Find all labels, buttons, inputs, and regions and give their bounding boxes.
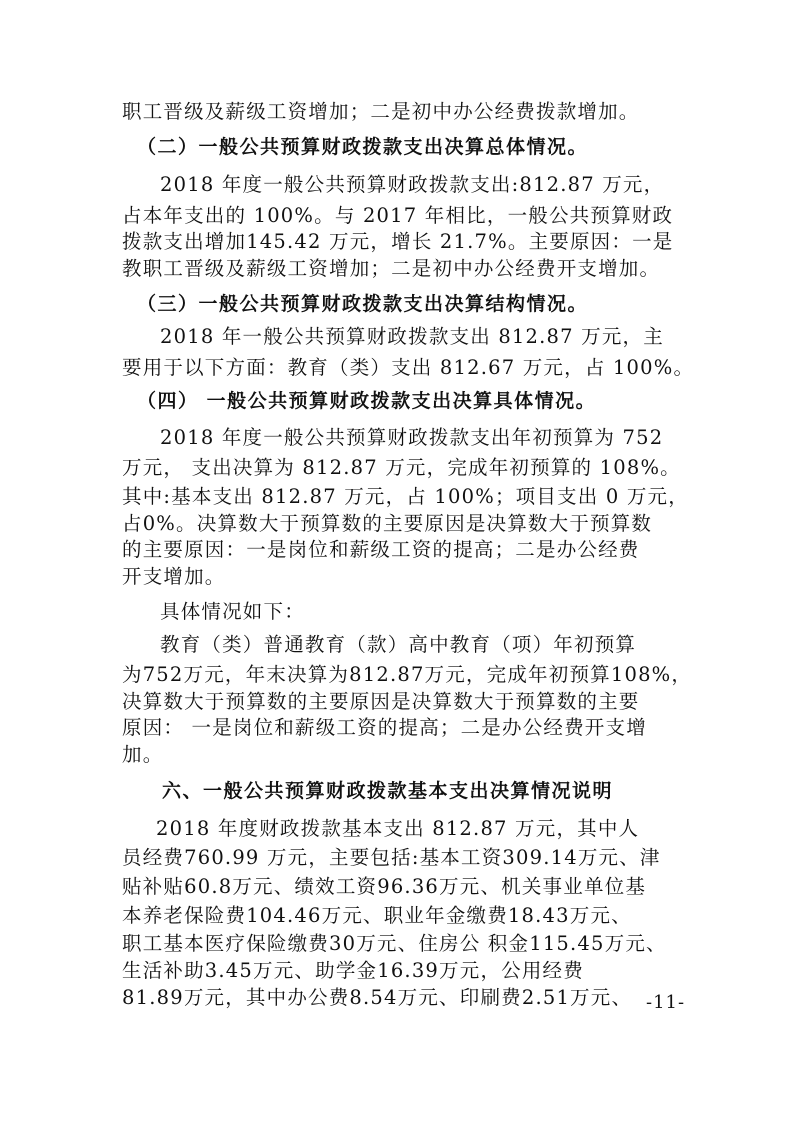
body-line: 81.89万元，其中办公费8.54万元、印刷费2.51万元、 bbox=[122, 986, 633, 1009]
body-line: 员经费760.99 万元，主要包括:基本工资309.14万元、津 bbox=[122, 846, 661, 869]
body-line: 拨款支出增加145.42 万元，增长 21.7%。主要原因：一是 bbox=[122, 230, 674, 253]
body-line: 生活补助3.45万元、助学金16.39万元，公用经费 bbox=[122, 959, 584, 982]
body-line: 为752万元，年末决算为812.87万元，完成年初预算108%， bbox=[122, 663, 693, 686]
body-line: 要用于以下方面：教育（类）支出 812.67 万元，占 100%。 bbox=[122, 356, 695, 379]
body-line: 贴补贴60.8万元、绩效工资96.36万元、机关事业单位基 bbox=[122, 875, 647, 898]
body-line: 加。 bbox=[122, 743, 164, 766]
body-line: 教职工晋级及薪级工资增加；二是初中办公经费开支增加。 bbox=[122, 257, 661, 280]
body-line: 教育（类）普通教育（款）高中教育（项）年初预算 bbox=[160, 633, 637, 656]
section-heading: （二）一般公共预算财政拨款支出决算总体情况。 bbox=[137, 136, 589, 158]
body-line: 职工基本医疗保险缴费30万元、住房公 积金115.45万元、 bbox=[122, 932, 667, 955]
body-line: 万元， 支出决算为 812.87 万元，完成年初预算的 108%。 bbox=[122, 456, 681, 479]
body-line: 2018 年一般公共预算财政拨款支出 812.87 万元，主 bbox=[160, 325, 664, 348]
body-line: 占0%。决算数大于预算数的主要原因是决算数大于预算数 bbox=[122, 512, 653, 535]
section-heading: （三）一般公共预算财政拨款支出决算结构情况。 bbox=[137, 293, 589, 315]
body-line: 具体情况如下： bbox=[160, 600, 305, 623]
body-line: 决算数大于预算数的主要原因是决算数大于预算数的主要 bbox=[122, 690, 640, 713]
body-line: 原因： 一是岗位和薪级工资的提高；二是办公经费开支增 bbox=[122, 716, 647, 739]
body-line: 职工晋级及薪级工资增加；二是初中办公经费拨款增加。 bbox=[122, 100, 640, 123]
body-line: 2018 年度一般公共预算财政拨款支出:812.87 万元， bbox=[160, 173, 665, 196]
body-line: 的主要原因：一是岗位和薪级工资的提高；二是办公经费 bbox=[122, 538, 640, 561]
body-line: 其中:基本支出 812.87 万元，占 100%；项目支出 0 万元， bbox=[122, 485, 689, 508]
body-line: 开支增加。 bbox=[122, 565, 226, 588]
body-line: 本养老保险费104.46万元、职业年金缴费18.43万元、 bbox=[122, 904, 632, 927]
page-number: -11- bbox=[646, 992, 686, 1013]
section-heading: （四） 一般公共预算财政拨款支出决算具体情况。 bbox=[137, 390, 597, 412]
body-line: 2018 年度财政拨款基本支出 812.87 万元，其中人 bbox=[156, 817, 640, 840]
body-line: 占本年支出的 100%。与 2017 年相比，一般公共预算财政 bbox=[122, 204, 674, 227]
section-heading: 六、一般公共预算财政拨款基本支出决算情况说明 bbox=[162, 780, 614, 802]
body-line: 2018 年度一般公共预算财政拨款支出年初预算为 752 bbox=[160, 426, 664, 449]
